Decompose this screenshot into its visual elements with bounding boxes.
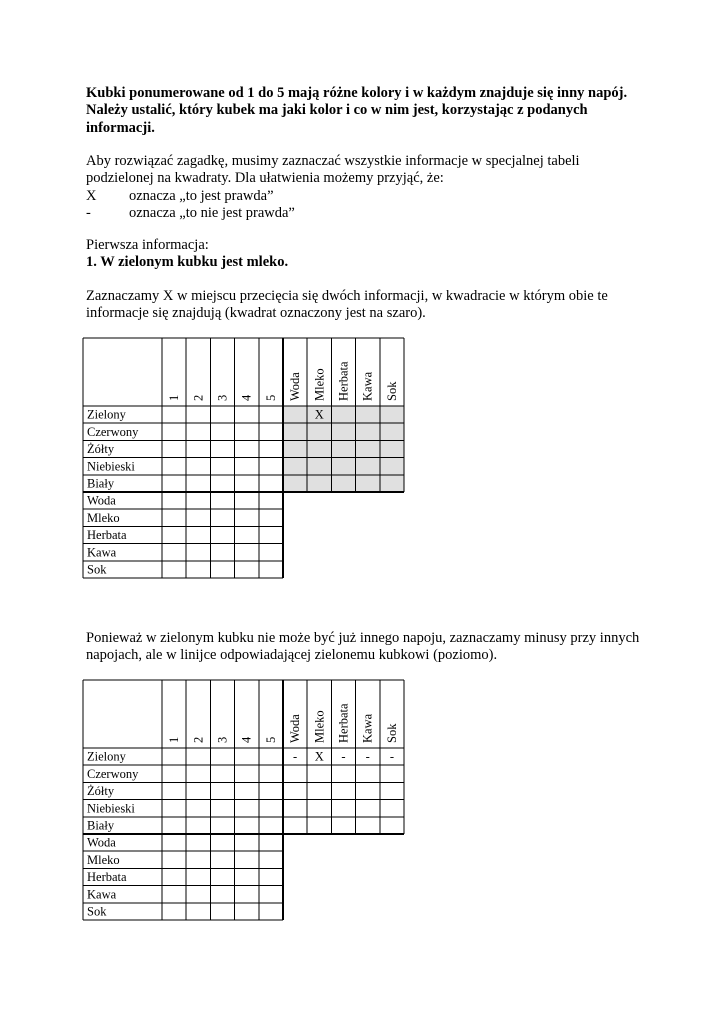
cell-mark: -	[293, 749, 298, 764]
explanation-1: Zaznaczamy X w miejscu przecięcia się dwóch informacji, w kwadracie w którym obie te informacje się znajdują (kwadrat oznaczony jest na szaro).	[86, 288, 608, 322]
method-text: Aby rozwiązać zagadkę, musimy zaznaczać wszystkie informacje w specjalnej tabeli podzielonej na kwadraty. Dla ułatwienia możemy przyjąć, że:	[86, 153, 580, 187]
cell-mark: -	[389, 749, 394, 764]
row-label: Herbata	[87, 870, 127, 885]
column-header: 2	[191, 736, 206, 743]
row-label: Woda	[87, 835, 116, 850]
column-header: 5	[263, 394, 278, 401]
cell-mark: -	[341, 749, 346, 764]
row-label: Żółty	[87, 784, 115, 799]
column-header: Herbata	[336, 703, 351, 743]
row-label: Sok	[87, 904, 107, 919]
legend-symbol-false: -	[86, 204, 91, 221]
puzzle-heading: Kubki ponumerowane od 1 do 5 mają różne kolory i w każdym znajduje się inny napój. Należy ustalić, który kubek ma jaki kolor i co w nim jest, korzystając z podanych informacji.	[86, 85, 628, 136]
legend-symbol-true: X	[86, 187, 97, 204]
row-label: Biały	[87, 818, 115, 833]
row-label: Sok	[87, 562, 107, 577]
row-label: Mleko	[87, 510, 120, 525]
row-label: Biały	[87, 476, 115, 491]
column-header: Herbata	[336, 361, 351, 401]
shaded-block	[283, 406, 404, 492]
row-label: Woda	[87, 493, 116, 508]
first-info-section	[86, 237, 646, 272]
column-header: 4	[239, 394, 254, 401]
column-header: Mleko	[312, 368, 327, 401]
row-label: Kawa	[87, 545, 117, 560]
logic-grid-2	[82, 679, 408, 924]
column-header: 1	[167, 736, 182, 743]
column-header: Woda	[288, 714, 303, 743]
row-label: Zielony	[87, 407, 126, 422]
cell-mark: X	[314, 749, 324, 764]
row-label: Niebieski	[87, 459, 135, 474]
column-header: Kawa	[360, 713, 375, 743]
column-header: 5	[263, 736, 278, 743]
column-header: Woda	[288, 372, 303, 401]
column-header: Mleko	[312, 710, 327, 743]
row-label: Czerwony	[87, 424, 139, 439]
cell-mark: X	[314, 407, 324, 422]
column-header: Sok	[384, 381, 399, 401]
column-header: 3	[215, 736, 230, 743]
row-label: Żółty	[87, 442, 115, 457]
column-header: 3	[215, 394, 230, 401]
first-info-label: Pierwsza informacja:	[86, 237, 209, 253]
row-label: Herbata	[87, 528, 127, 543]
row-label: Kawa	[87, 887, 117, 902]
row-label: Mleko	[87, 852, 120, 867]
cell-mark: -	[365, 749, 370, 764]
method-section	[86, 153, 646, 222]
column-header: Kawa	[360, 371, 375, 401]
explanation-2: Ponieważ w zielonym kubku nie może być już innego napoju, zaznaczamy minusy przy innych napojach, ale w linijce odpowiadającej zielonemu kubkowi (poziomo).	[86, 630, 640, 664]
legend-meaning-false: oznacza „to nie jest prawda”	[129, 204, 295, 221]
column-header: 4	[239, 736, 254, 743]
logic-grid-1	[82, 337, 408, 582]
row-label: Niebieski	[87, 801, 135, 816]
legend-row-false	[86, 205, 646, 222]
logic-grid-1-svg	[82, 337, 408, 582]
column-header: Sok	[384, 723, 399, 743]
row-label: Czerwony	[87, 766, 139, 781]
first-clue: 1. W zielonym kubku jest mleko.	[86, 254, 289, 271]
logic-grid-2-svg	[82, 679, 408, 924]
row-label: Zielony	[87, 749, 126, 764]
legend-meaning-true: oznacza „to jest prawda”	[129, 187, 274, 204]
column-header: 2	[191, 394, 206, 401]
column-header: 1	[167, 394, 182, 401]
legend-row-true	[86, 188, 646, 205]
